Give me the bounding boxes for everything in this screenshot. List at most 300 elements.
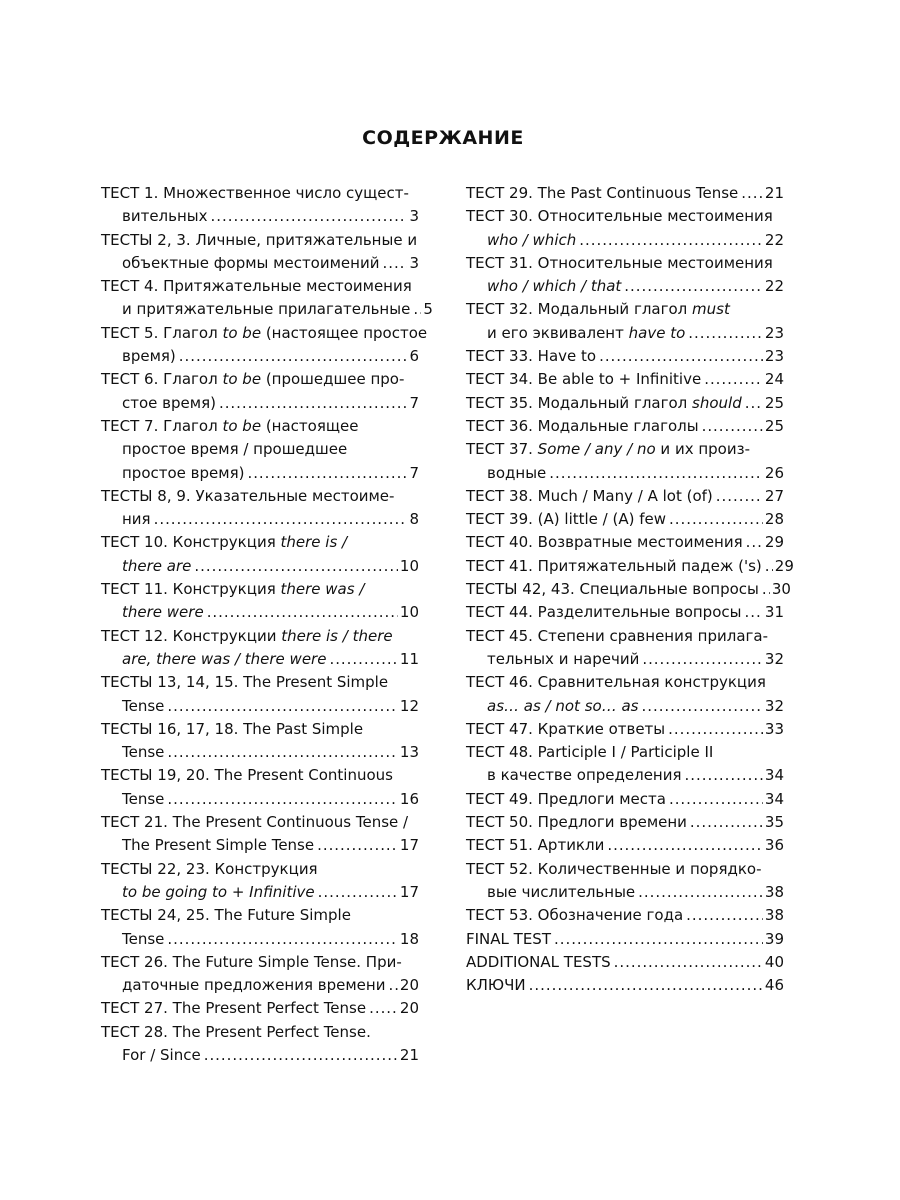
toc-entry bbox=[101, 1021, 419, 1068]
toc-entry-text: should bbox=[692, 393, 742, 412]
page-number: 8 bbox=[409, 510, 419, 529]
toc-entry-line bbox=[101, 415, 419, 438]
toc-entry bbox=[466, 392, 784, 415]
toc-entry-text: ТЕСТЫ 8, 9. Указательные местоиме- bbox=[101, 486, 395, 505]
page-number: 31 bbox=[764, 603, 784, 622]
toc-entry-text: ТЕСТ 31. Относительные местоимения bbox=[466, 253, 773, 272]
toc-entry-line bbox=[101, 834, 419, 857]
toc-entry-text: ТЕСТЫ 22, 23. Конструкция bbox=[101, 859, 318, 878]
toc-entry-text: For / Since bbox=[122, 1045, 201, 1064]
toc-entry-text: ТЕСТ 36. Модальные глаголы bbox=[466, 416, 699, 435]
page-number: 26 bbox=[764, 463, 784, 482]
dot-leader bbox=[317, 834, 398, 857]
toc-entry-line bbox=[101, 904, 419, 927]
toc-entry-line bbox=[466, 392, 784, 415]
toc-entry bbox=[466, 928, 784, 951]
toc-entry-text: и их произ- bbox=[655, 440, 750, 459]
toc-entry-text: ТЕСТЫ 13, 14, 15. The Present Simple bbox=[101, 673, 389, 692]
toc-entry-text: ТЕСТ 53. Обозначение года bbox=[466, 906, 684, 925]
toc-entry-line bbox=[101, 508, 419, 531]
toc-entry-text: ТЕСТ 34. Be able to + Infinitive bbox=[466, 370, 702, 389]
toc-entry-text: время) bbox=[122, 347, 176, 366]
toc-entry-text: there is / there bbox=[281, 626, 393, 645]
toc-entry-text: to be going to + Infinitive bbox=[122, 882, 315, 901]
toc-entry-text: to be bbox=[222, 370, 262, 389]
toc-entry-text: who / which / that bbox=[487, 277, 622, 296]
toc-entry bbox=[466, 345, 784, 368]
toc-entry-text: ТЕСТЫ 42, 43. Специальные вопросы bbox=[466, 580, 759, 599]
dot-leader bbox=[207, 601, 398, 624]
toc-entry-line bbox=[466, 298, 784, 321]
dot-leader bbox=[607, 834, 763, 857]
toc-entry bbox=[101, 764, 419, 811]
dot-leader bbox=[638, 881, 763, 904]
toc-entry-text: вительных bbox=[122, 207, 208, 226]
page-number: 3 bbox=[409, 207, 419, 226]
dot-leader bbox=[614, 951, 763, 974]
toc-entry-text: FINAL TEST bbox=[466, 929, 551, 948]
dot-leader bbox=[642, 648, 763, 671]
dot-leader bbox=[247, 462, 407, 485]
toc-entry-text: ТЕСТ 11. Конструкция bbox=[101, 580, 281, 599]
toc-entry-line bbox=[101, 555, 419, 578]
toc-entry-line bbox=[101, 368, 419, 391]
page-number: 20 bbox=[399, 999, 419, 1018]
dot-leader bbox=[669, 508, 763, 531]
toc-entry-line bbox=[101, 718, 419, 741]
toc-entry bbox=[466, 531, 784, 554]
toc-entry bbox=[101, 858, 419, 905]
toc-entry-text: ТЕСТ 29. The Past Continuous Tense bbox=[466, 184, 739, 202]
toc-entry-text: (прошедшее про- bbox=[261, 370, 405, 389]
toc-entry-line bbox=[101, 438, 419, 461]
dot-leader bbox=[219, 392, 408, 415]
dot-leader bbox=[204, 1044, 398, 1067]
toc-entry-text: КЛЮЧИ bbox=[466, 976, 526, 995]
toc-entry-text: ТЕСТЫ 19, 20. The Present Continuous bbox=[101, 766, 393, 785]
dot-leader bbox=[624, 275, 763, 298]
dot-leader bbox=[179, 345, 408, 368]
toc-entry bbox=[466, 205, 784, 252]
dot-leader bbox=[388, 974, 397, 997]
toc-entry-line bbox=[101, 625, 419, 648]
toc-entry-line bbox=[466, 275, 784, 298]
dot-leader bbox=[690, 811, 763, 834]
page-number: 13 bbox=[399, 743, 419, 762]
toc-column-right bbox=[466, 182, 794, 997]
toc-entry-line bbox=[101, 671, 419, 694]
page-number: 29 bbox=[764, 533, 784, 552]
toc-entry bbox=[466, 788, 784, 811]
toc-entry-text: ТЕСТЫ 2, 3. Личные, притяжательные и bbox=[101, 230, 418, 249]
toc-entry-text: ТЕСТ 27. The Present Perfect Tense bbox=[101, 999, 367, 1018]
toc-entry-line bbox=[466, 182, 784, 205]
toc-entry bbox=[101, 415, 419, 485]
toc-entry-text: ТЕСТ 4. Притяжательные местоимения bbox=[101, 277, 412, 296]
toc-entry-text: there are bbox=[122, 556, 192, 575]
toc-entry-text: ТЕСТ 41. Притяжательный падеж ('s) bbox=[466, 556, 762, 575]
toc-entry-line bbox=[101, 764, 419, 787]
dot-leader bbox=[413, 298, 421, 321]
page-number: 20 bbox=[399, 976, 419, 995]
page-number: 6 bbox=[409, 347, 419, 366]
toc-entry-line bbox=[466, 928, 784, 951]
toc-entry-text: объектные формы местоимений bbox=[122, 253, 380, 272]
page-number: 35 bbox=[764, 813, 784, 832]
toc-entry-text: ТЕСТ 21. The Present Continuous Tense / bbox=[101, 813, 409, 832]
toc-entry-text: as… as / not so… as bbox=[487, 696, 639, 715]
toc-entry bbox=[101, 811, 419, 858]
toc-entry-line bbox=[101, 858, 419, 881]
toc-entry-text: ТЕСТ 7. Глагол bbox=[101, 416, 223, 435]
page-number: 21 bbox=[764, 184, 784, 202]
page-number: 32 bbox=[764, 649, 784, 668]
page-number: 33 bbox=[764, 719, 784, 738]
toc-entry bbox=[101, 951, 419, 998]
page-number: 17 bbox=[399, 836, 419, 855]
toc-entry-line bbox=[466, 741, 784, 764]
toc-entry-line bbox=[101, 322, 428, 345]
toc-entry-line bbox=[101, 928, 419, 951]
toc-entry-line bbox=[466, 485, 784, 508]
page-number: 36 bbox=[764, 836, 784, 855]
dot-leader bbox=[641, 695, 762, 718]
page-number: 46 bbox=[764, 976, 784, 995]
toc-entry-line bbox=[101, 974, 419, 997]
toc-entry-text: ТЕСТЫ 24, 25. The Future Simple bbox=[101, 906, 351, 925]
toc-entry-text: ТЕСТ 32. Модальный глагол bbox=[466, 300, 693, 319]
toc-entry-line bbox=[466, 415, 784, 438]
toc-entry-line bbox=[466, 951, 784, 974]
dot-leader bbox=[765, 555, 773, 578]
toc-entry-text: ТЕСТ 28. The Present Perfect Tense. bbox=[101, 1022, 371, 1041]
toc-entry-text: ТЕСТ 33. Have to bbox=[466, 347, 597, 366]
toc-entry-line bbox=[466, 368, 784, 391]
toc-entry-text: ТЕСТ 5. Глагол bbox=[101, 323, 223, 342]
toc-entry-text: вые числительные bbox=[487, 882, 636, 901]
dot-leader bbox=[746, 531, 763, 554]
dot-leader bbox=[318, 881, 398, 904]
dot-leader bbox=[686, 904, 763, 927]
page-number: 10 bbox=[399, 556, 419, 575]
dot-leader bbox=[669, 788, 763, 811]
toc-entry bbox=[466, 951, 784, 974]
dot-leader bbox=[211, 205, 408, 228]
page-title: СОДЕРЖАНИЕ bbox=[362, 127, 524, 149]
dot-leader bbox=[702, 415, 763, 438]
page-number: 7 bbox=[409, 463, 419, 482]
toc-entry-text: must bbox=[692, 300, 730, 319]
page-number: 32 bbox=[764, 696, 784, 715]
toc-entry bbox=[101, 578, 419, 625]
dot-leader bbox=[668, 718, 763, 741]
dot-leader bbox=[741, 182, 763, 205]
toc-entry-text: в качестве определения bbox=[487, 766, 682, 785]
toc-entry bbox=[466, 368, 784, 391]
toc-entry-text: ТЕСТ 49. Предлоги места bbox=[466, 789, 666, 808]
toc-entry-line bbox=[101, 695, 419, 718]
toc-entry-line bbox=[101, 462, 419, 485]
toc-entry-line bbox=[101, 1021, 419, 1044]
toc-entry-line bbox=[466, 718, 784, 741]
toc-entry bbox=[101, 904, 419, 951]
toc-entry bbox=[466, 601, 784, 624]
toc-entry-text: to be bbox=[222, 416, 262, 435]
toc-entry-text: ТЕСТ 26. The Future Simple Tense. При- bbox=[101, 952, 402, 971]
toc-entry-text: Some / any / no bbox=[537, 440, 656, 459]
toc-entry-text: Tense bbox=[122, 929, 165, 948]
page-number: 17 bbox=[399, 882, 419, 901]
toc-entry-line bbox=[101, 1044, 419, 1067]
toc-entry bbox=[466, 858, 784, 905]
toc-entry-text: ТЕСТ 47. Краткие ответы bbox=[466, 719, 666, 738]
toc-entry-line bbox=[466, 695, 784, 718]
page-number: 30 bbox=[771, 580, 791, 599]
toc-entry bbox=[466, 182, 784, 205]
toc-entry-line bbox=[101, 531, 419, 554]
dot-leader bbox=[599, 345, 763, 368]
toc-entry-text: стое время) bbox=[122, 393, 216, 412]
toc-column-left bbox=[101, 182, 433, 1067]
toc-entry-text: ТЕСТ 44. Разделительные вопросы bbox=[466, 603, 742, 622]
toc-entry bbox=[101, 625, 419, 672]
toc-entry-text: Tense bbox=[122, 743, 165, 762]
page-number: 38 bbox=[764, 906, 784, 925]
toc-entry-text: ADDITIONAL TESTS bbox=[466, 952, 611, 971]
page-number: 18 bbox=[399, 929, 419, 948]
toc-entry bbox=[466, 718, 784, 741]
toc-entry bbox=[466, 555, 794, 578]
toc-entry-line bbox=[466, 555, 794, 578]
toc-entry-text: ТЕСТ 6. Глагол bbox=[101, 370, 223, 389]
dot-leader bbox=[744, 601, 762, 624]
page-number: 22 bbox=[764, 277, 784, 296]
toc-entry-line bbox=[101, 392, 419, 415]
toc-entry-text: ТЕСТ 40. Возвратные местоимения bbox=[466, 533, 743, 552]
toc-entry-line bbox=[466, 601, 784, 624]
dot-leader bbox=[685, 764, 763, 787]
toc-entry bbox=[466, 252, 784, 299]
dot-leader bbox=[554, 928, 763, 951]
toc-entry-line bbox=[466, 578, 791, 601]
toc-entry-line bbox=[466, 462, 784, 485]
page-number: 11 bbox=[399, 649, 419, 668]
toc-entry-line bbox=[466, 788, 784, 811]
page-number: 12 bbox=[399, 696, 419, 715]
toc-entry-text: простое время / прошедшее bbox=[122, 440, 348, 459]
toc-entry bbox=[466, 438, 784, 485]
toc-entry-line bbox=[466, 345, 784, 368]
toc-entry bbox=[466, 298, 784, 345]
toc-entry-line bbox=[101, 205, 419, 228]
toc-entry-line bbox=[101, 997, 419, 1020]
toc-entry bbox=[466, 974, 784, 997]
toc-entry-line bbox=[466, 881, 784, 904]
toc-entry-text: who / which bbox=[487, 230, 577, 249]
page-number: 10 bbox=[399, 603, 419, 622]
toc-entry-text: и его эквивалент bbox=[487, 323, 629, 342]
dot-leader bbox=[167, 741, 398, 764]
toc-entry-text: ТЕСТ 12. Конструкции bbox=[101, 626, 282, 645]
toc-entry bbox=[466, 904, 784, 927]
toc-entry-text: ТЕСТ 46. Сравнительная конструкция bbox=[466, 673, 766, 692]
dot-leader bbox=[329, 648, 397, 671]
toc-entry-line bbox=[101, 345, 419, 368]
toc-entry-line bbox=[466, 648, 784, 671]
page-number: 38 bbox=[764, 882, 784, 901]
toc-entry-text: ТЕСТ 50. Предлоги времени bbox=[466, 813, 687, 832]
dot-leader bbox=[762, 578, 770, 601]
dot-leader bbox=[382, 252, 407, 275]
dot-leader bbox=[716, 485, 763, 508]
toc-entry-line bbox=[466, 438, 784, 461]
toc-entry-line bbox=[101, 229, 419, 252]
page-number: 16 bbox=[399, 789, 419, 808]
toc-entry-text: ТЕСТ 39. (A) little / (A) few bbox=[466, 510, 666, 529]
toc-entry-line bbox=[466, 858, 784, 881]
toc-entry-text: ния bbox=[122, 510, 151, 529]
toc-entry-text: даточные предложения времени bbox=[122, 976, 386, 995]
toc-entry-text: ТЕСТ 48. Participle I / Participle II bbox=[466, 743, 714, 762]
toc-entry bbox=[466, 415, 784, 438]
toc-entry-line bbox=[466, 834, 784, 857]
page-number: 27 bbox=[764, 486, 784, 505]
toc-entry-line bbox=[101, 578, 419, 601]
toc-entry-text: (настоящее bbox=[261, 416, 359, 435]
toc-entry bbox=[101, 531, 419, 578]
toc-entry-line bbox=[466, 764, 784, 787]
toc-entry-text: ТЕСТ 37. bbox=[466, 440, 538, 459]
toc-entry-line bbox=[466, 531, 784, 554]
toc-entry-line bbox=[466, 671, 784, 694]
dot-leader bbox=[579, 229, 763, 252]
page-number: 23 bbox=[764, 347, 784, 366]
toc-entry-line bbox=[101, 601, 419, 624]
toc-entry-line bbox=[101, 788, 419, 811]
page-number: 3 bbox=[409, 253, 419, 272]
toc-entry-text: простое время) bbox=[122, 463, 245, 482]
page-number: 22 bbox=[764, 230, 784, 249]
dot-leader bbox=[549, 462, 763, 485]
toc-entry-line bbox=[101, 648, 419, 671]
toc-entry bbox=[101, 229, 419, 276]
toc-entry-line bbox=[101, 485, 419, 508]
page-number: 23 bbox=[764, 323, 784, 342]
toc-entry-text: ТЕСТ 51. Артикли bbox=[466, 836, 605, 855]
toc-entry-text: Tense bbox=[122, 696, 165, 715]
toc-entry-text: ТЕСТЫ 16, 17, 18. The Past Simple bbox=[101, 719, 364, 738]
toc-entry-text: are, there was / there were bbox=[122, 649, 327, 668]
dot-leader bbox=[529, 974, 763, 997]
toc-entry bbox=[466, 485, 784, 508]
toc-entry-text: водные bbox=[487, 463, 547, 482]
dot-leader bbox=[688, 322, 763, 345]
toc-entry-line bbox=[101, 252, 419, 275]
toc-entry bbox=[101, 322, 428, 369]
toc-entry bbox=[466, 834, 784, 857]
dot-leader bbox=[167, 695, 398, 718]
toc-entry bbox=[101, 671, 419, 718]
toc-entry-line bbox=[101, 182, 419, 205]
page-number: 24 bbox=[764, 370, 784, 389]
toc-entry bbox=[101, 182, 419, 229]
toc-entry-line bbox=[466, 508, 784, 531]
toc-entry bbox=[466, 625, 784, 672]
toc-entry-line bbox=[101, 811, 419, 834]
toc-entry-line bbox=[466, 811, 784, 834]
dot-leader bbox=[194, 555, 398, 578]
dot-leader bbox=[167, 928, 398, 951]
toc-entry bbox=[101, 718, 419, 765]
toc-entry-text: The Present Simple Tense bbox=[122, 836, 315, 855]
page-number: 28 bbox=[764, 510, 784, 529]
toc-entry-text: Tense bbox=[122, 789, 165, 808]
toc-entry-line bbox=[466, 904, 784, 927]
toc-entry bbox=[101, 368, 419, 415]
toc-entry-text: ТЕСТ 52. Количественные и порядко- bbox=[466, 859, 762, 878]
page-number: 40 bbox=[764, 952, 784, 971]
toc-entry-text: и притяжательные прилагательные bbox=[122, 300, 411, 319]
toc-entry-line bbox=[101, 881, 419, 904]
toc-entry-line bbox=[466, 205, 784, 228]
toc-entry-text: ТЕСТ 35. Модальный глагол bbox=[466, 393, 693, 412]
toc-entry bbox=[101, 485, 419, 532]
toc-entry bbox=[466, 671, 784, 718]
toc-entry-line bbox=[466, 625, 784, 648]
toc-entry-text: there were bbox=[122, 603, 204, 622]
toc-entry-text: ТЕСТ 38. Much / Many / A lot (of) bbox=[466, 486, 713, 505]
toc-entry-text: тельных и наречий bbox=[487, 649, 640, 668]
toc-entry-line bbox=[466, 252, 784, 275]
toc-entry-text: to be bbox=[222, 323, 262, 342]
page-number: 21 bbox=[399, 1045, 419, 1064]
toc-entry bbox=[101, 997, 419, 1020]
dot-leader bbox=[167, 788, 398, 811]
toc-entry-text: ТЕСТ 45. Степени сравнения прилага- bbox=[466, 626, 768, 645]
toc-entry bbox=[466, 578, 791, 601]
toc-entry-text: there was / bbox=[280, 580, 365, 599]
toc-entry bbox=[101, 275, 433, 322]
page-number: 25 bbox=[764, 393, 784, 412]
toc-entry-line bbox=[101, 275, 419, 298]
toc-entry-text: (настоящее простое bbox=[261, 323, 428, 342]
toc-entry-text: ТЕСТ 30. Относительные местоимения bbox=[466, 207, 773, 226]
page-number: 39 bbox=[764, 929, 784, 948]
toc-entry-text: ТЕСТ 10. Конструкция bbox=[101, 533, 281, 552]
toc-entry-line bbox=[466, 974, 784, 997]
dot-leader bbox=[745, 392, 763, 415]
toc-entry-line bbox=[101, 741, 419, 764]
toc-entry-line bbox=[466, 229, 784, 252]
toc-entry-line bbox=[466, 322, 784, 345]
toc-entry-text: ТЕСТ 1. Множественное число сущест- bbox=[101, 184, 409, 202]
toc-entry bbox=[466, 508, 784, 531]
page-number: 25 bbox=[764, 416, 784, 435]
toc-entry-text: there is / bbox=[280, 533, 348, 552]
page-number: 34 bbox=[764, 789, 784, 808]
page-number: 34 bbox=[764, 766, 784, 785]
dot-leader bbox=[369, 997, 398, 1020]
toc-entry bbox=[466, 741, 784, 788]
page-number: 7 bbox=[409, 393, 419, 412]
toc-entry bbox=[466, 811, 784, 834]
page-number: 5 bbox=[423, 300, 433, 319]
toc-entry-line bbox=[101, 951, 419, 974]
toc-entry-text: have to bbox=[628, 323, 686, 342]
dot-leader bbox=[704, 368, 763, 391]
dot-leader bbox=[154, 508, 408, 531]
page-number: 29 bbox=[774, 556, 794, 575]
